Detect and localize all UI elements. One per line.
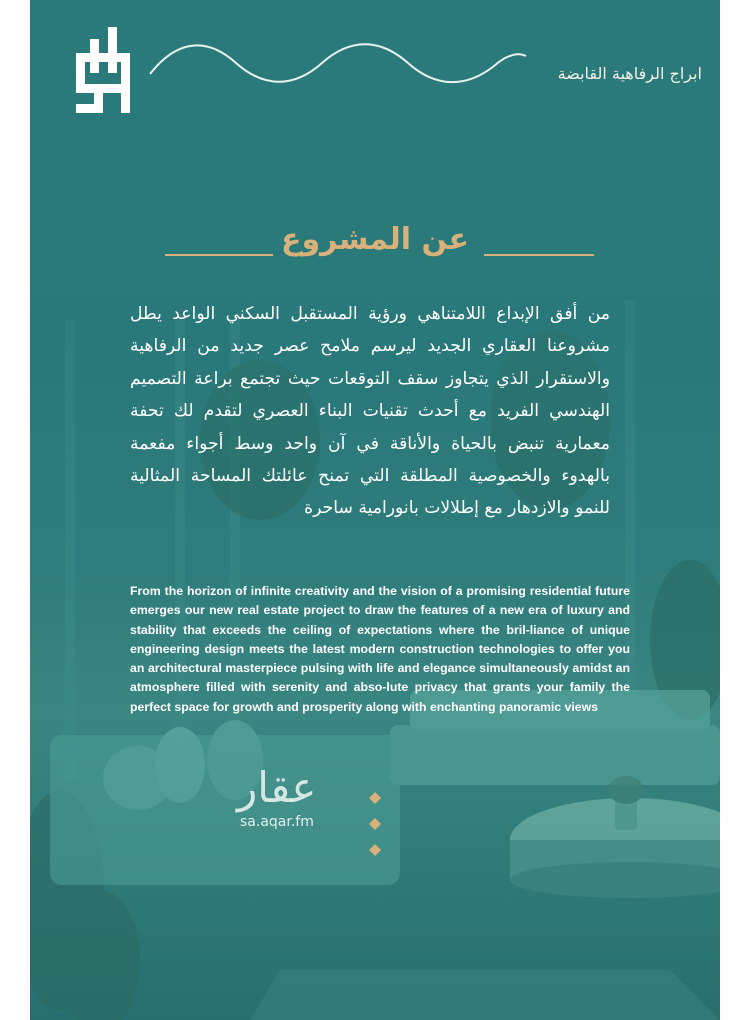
english-paragraph: From the horizon of infinite creativity and the vision of a promising residential future emerges our new real estate project to draw the features of a new era of luxury and stability that exceeds the ceiling of expectations where the bril-liance of unique engineering design meets the latest modern construction technologies to offer you an architectural masterpiece pulsing with life and elegance simultaneously amidst an atmosphere filled with serenity and abso-lute privacy that grants your family the perfect space for growth and prosperity along with enchanting panoramic views [130,584,630,714]
brand-name: ابراج الرفاهية القابضة [557,64,702,83]
watermark-url: sa.aqar.fm [240,814,314,830]
arabic-paragraph: من أفق الإبداع اللامتناهي ورؤية المستقبل السكني الواعد يطل مشروعنا العقاري الجديد ليرسم ملامح عصر جديد من الرفاهية والاستقرار الذي يتجاوز سقف التوقعات حيث تجتمع براعة التصميم الهندسي الفريد مع أحدث تقنيات البناء العصري لتقدم لك تحفة معمارية تنبض بالحياة والأناقة في آن واحد وسط أجواء مفعمة بالهدوء والخصوصية المطلقة التي تمنح عائلتك المساحة المثالية للنمو والازدهار مع إطلالات بانورامية ساحرة [130,304,610,519]
title-rule-right [484,254,594,256]
watermark-logo: عقار [237,763,317,812]
decorative-wave-line [148,38,528,88]
diamond-ornaments-icon [365,790,385,862]
section-title: عن المشروع [281,222,469,257]
brand-logo [72,27,134,113]
brochure-page [30,0,720,1020]
